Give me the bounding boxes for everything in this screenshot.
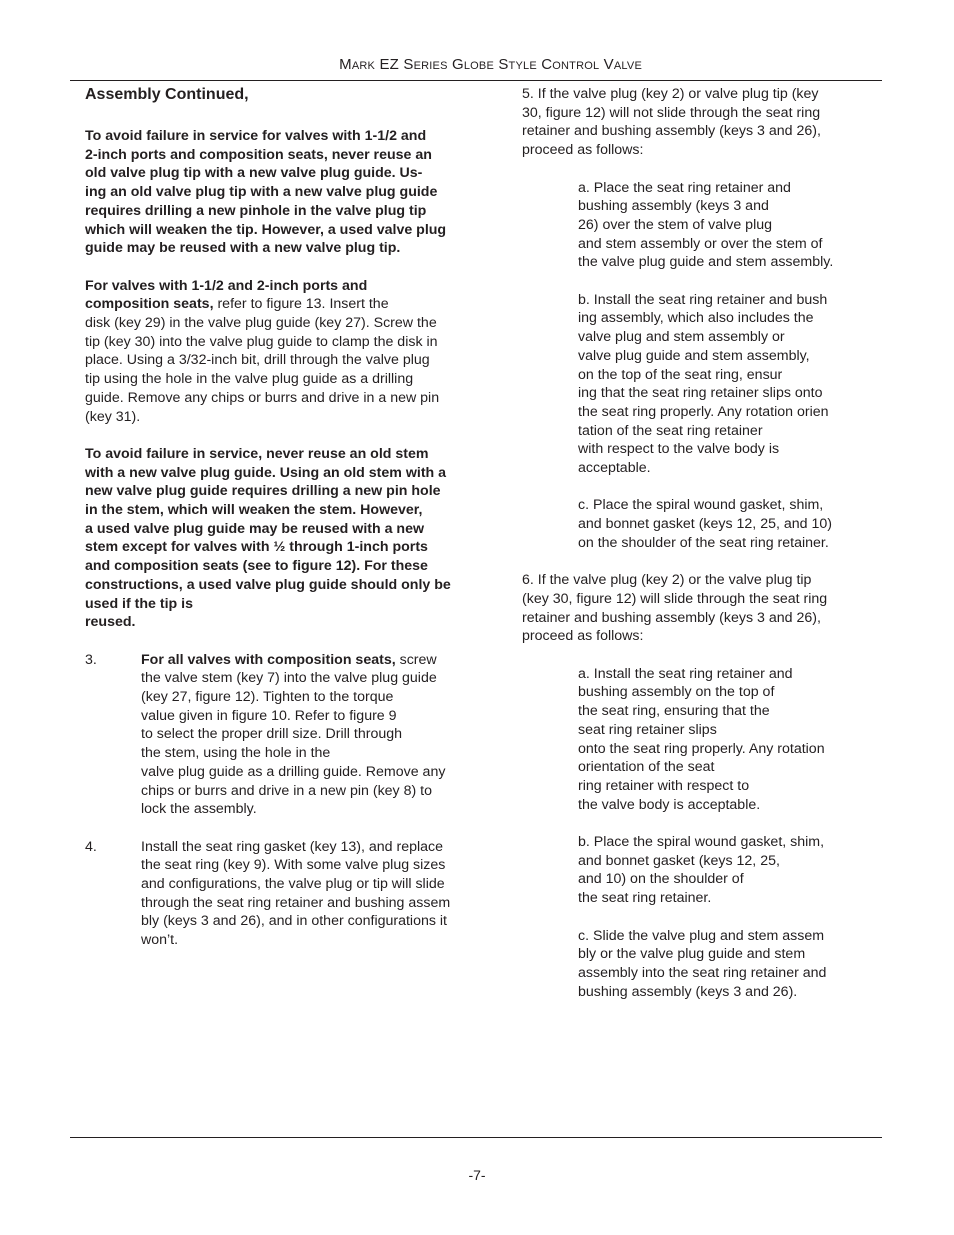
- step-3: [85, 651, 495, 819]
- text-line: the seat ring properly. Any rotation orien: [578, 403, 829, 420]
- text-line: Install the seat ring gasket (key 13), and replace: [141, 838, 444, 855]
- text-line: 5. If the valve plug (key 2) or valve plug tip (key: [522, 86, 819, 102]
- text-line: valve plug and stem assembly or: [578, 329, 785, 346]
- text-line: assembly into the seat ring retainer and: [578, 964, 827, 981]
- step-4-body: [141, 838, 495, 950]
- footer-rule: [70, 1137, 882, 1138]
- step-5b: [578, 291, 882, 478]
- text-line: and configurations, the valve plug or tip will slide: [141, 876, 445, 893]
- text-line: used if the tip is: [85, 595, 193, 612]
- text-line: constructions, a used valve plug guide should only be: [85, 576, 451, 593]
- text-line: 2-inch ports and composition seats, never reuse an: [85, 146, 432, 163]
- text-line: proceed as follows:: [522, 142, 644, 159]
- text-line: ing that the seat ring retainer slips onto: [578, 385, 823, 402]
- text-line: ing an old valve plug tip with a new valve plug guide: [85, 184, 438, 201]
- text-line: the stem, using the hole in the: [141, 745, 331, 762]
- composition-seat-paragraph: [85, 277, 495, 427]
- text-line: guide may be reused with a new valve plug tip.: [85, 240, 401, 257]
- text-line: c. Slide the valve plug and stem assem: [578, 927, 825, 944]
- step-number: 3.: [85, 651, 97, 668]
- text-line: retainer and bushing assembly (keys 3 and 26),: [522, 123, 821, 140]
- text-line: b. Place the spiral wound gasket, shim,: [578, 834, 825, 851]
- text-line: (key 30, figure 12) will slide through the seat ring: [522, 590, 828, 607]
- step-6a: [578, 665, 882, 815]
- text-line: and stem assembly or over the stem of: [578, 235, 823, 252]
- text-line: ring retainer with respect to: [578, 777, 750, 794]
- text-line: old valve plug tip with a new valve plug guide. Us-: [85, 165, 423, 182]
- text-line: a used valve plug guide may be reused with a new: [85, 520, 425, 537]
- text-line: and composition seats (see to figure 12). For these: [85, 558, 428, 575]
- text-line: (key 31).: [85, 408, 141, 425]
- para-bold-lead-2: composition seats,: [85, 296, 214, 313]
- warning-stem-reuse: [85, 445, 495, 632]
- text-line: the seat ring (key 9). With some valve plug sizes: [141, 857, 446, 874]
- text-line: bushing assembly (keys 3 and: [578, 198, 769, 215]
- step-6b: [578, 833, 882, 908]
- para-body: [85, 314, 495, 426]
- text-line: onto the seat ring properly. Any rotation: [578, 740, 825, 757]
- text-line: in the stem, which will weaken the stem. However,: [85, 502, 423, 519]
- text-line: on the top of the seat ring, ensur: [578, 366, 783, 383]
- text-line: and bonnet gasket (keys 12, 25, and 10): [578, 516, 832, 533]
- text-line: with respect to the valve body is: [578, 441, 780, 458]
- step-3-lead: For all valves with composition seats,: [141, 651, 396, 668]
- warning-tip-reuse: [85, 127, 495, 258]
- text-line: tip (key 30) into the valve plug guide to clamp the disk in: [85, 333, 438, 350]
- text-line: tip using the hole in the valve plug guide as a drilling: [85, 371, 414, 388]
- text-line: To avoid failure in service for valves with 1-1/2 and: [85, 128, 427, 144]
- step-5: [522, 85, 882, 160]
- page-header: [70, 56, 882, 81]
- text-line: and 10) on the shoulder of: [578, 871, 744, 888]
- text-line: bly or the valve plug guide and stem: [578, 946, 806, 963]
- text-line: (key 27, figure 12). Tighten to the torque: [141, 689, 394, 706]
- document-title: Mark EZ Series Globe Style Control Valve: [339, 56, 642, 73]
- text-line: guide. Remove any chips or burrs and drive in a new pin: [85, 389, 440, 406]
- text-line: won’t.: [141, 932, 179, 949]
- text-line: valve plug guide and stem assembly,: [578, 347, 810, 364]
- text-line: disk (key 29) in the valve plug guide (key 27). Screw the: [85, 315, 437, 332]
- text-line: with a new valve plug guide. Using an old stem with a: [85, 464, 447, 481]
- text-line: 30, figure 12) will not slide through the seat ring: [522, 104, 821, 121]
- left-column: [85, 85, 495, 969]
- text-line: the valve plug guide and stem assembly.: [578, 254, 834, 271]
- text-line: tation of the seat ring retainer: [578, 422, 763, 439]
- text-line: the seat ring, ensuring that the: [578, 703, 770, 720]
- text-line: b. Install the seat ring retainer and bush: [578, 291, 828, 308]
- text-line: new valve plug guide requires drilling a new pin hole: [85, 483, 441, 500]
- text-line: orientation of the seat: [578, 759, 715, 776]
- text-line: the valve stem (key 7) into the valve plug guide: [141, 670, 437, 687]
- text-line: the seat ring retainer.: [578, 890, 712, 907]
- step-4: [85, 838, 495, 950]
- text-line: through the seat ring retainer and bushing assem: [141, 894, 451, 911]
- text-line: bushing assembly (keys 3 and 26).: [578, 983, 798, 1000]
- text-line: c. Place the spiral wound gasket, shim,: [578, 497, 824, 514]
- step-number: 4.: [85, 838, 97, 855]
- step-5a: [578, 179, 882, 273]
- section-heading: Assembly Continued,: [85, 86, 249, 103]
- para-bold-lead-1: For valves with 1-1/2 and 2-inch ports and: [85, 277, 368, 294]
- right-column: [522, 85, 882, 1020]
- text-line: retainer and bushing assembly (keys 3 and 26),: [522, 609, 821, 626]
- text-line: proceed as follows:: [522, 628, 644, 645]
- text-line: on the shoulder of the seat ring retainer.: [578, 534, 829, 551]
- text-line: to select the proper drill size. Drill through: [141, 726, 403, 743]
- text-line: requires drilling a new pinhole in the valve plug tip: [85, 202, 427, 219]
- text-line: which will weaken the tip. However, a used valve plug: [85, 221, 447, 238]
- step-3-lead-rest: screw: [395, 651, 437, 668]
- text-line: bushing assembly on the top of: [578, 684, 775, 701]
- step-6: [522, 571, 882, 646]
- text-line: the valve body is acceptable.: [578, 796, 761, 813]
- text-line: valve plug guide as a drilling guide. Remove any: [141, 763, 446, 780]
- text-line: place. Using a 3/32-inch bit, drill through the valve plug: [85, 352, 430, 369]
- text-line: chips or burrs and drive in a new pin (key 8) to: [141, 782, 432, 799]
- text-line: 6. If the valve plug (key 2) or the valve plug tip: [522, 572, 812, 589]
- text-line: seat ring retainer slips: [578, 721, 717, 738]
- text-line: lock the assembly.: [141, 801, 257, 818]
- text-line: acceptable.: [578, 460, 651, 477]
- text-line: To avoid failure in service, never reuse an old stem: [85, 445, 429, 462]
- text-line: ing assembly, which also includes the: [578, 310, 814, 327]
- text-line: stem except for valves with ½ through 1-inch ports: [85, 539, 428, 556]
- step-3-body: [141, 669, 495, 819]
- text-line: value given in figure 10. Refer to figure 9: [141, 707, 397, 724]
- text-line: and bonnet gasket (keys 12, 25,: [578, 852, 780, 869]
- text-line: bly (keys 3 and 26), and in other configurations it: [141, 913, 447, 930]
- text-line: a. Install the seat ring retainer and: [578, 665, 793, 682]
- text-line: 26) over the stem of valve plug: [578, 216, 772, 233]
- step-5c: [578, 496, 882, 552]
- step-6c: [578, 927, 882, 1002]
- page-number: -7-: [468, 1167, 486, 1183]
- para-lead-rest: refer to figure 13. Insert the: [213, 296, 389, 313]
- text-line: a. Place the seat ring retainer and: [578, 179, 791, 196]
- text-line: reused.: [85, 614, 136, 631]
